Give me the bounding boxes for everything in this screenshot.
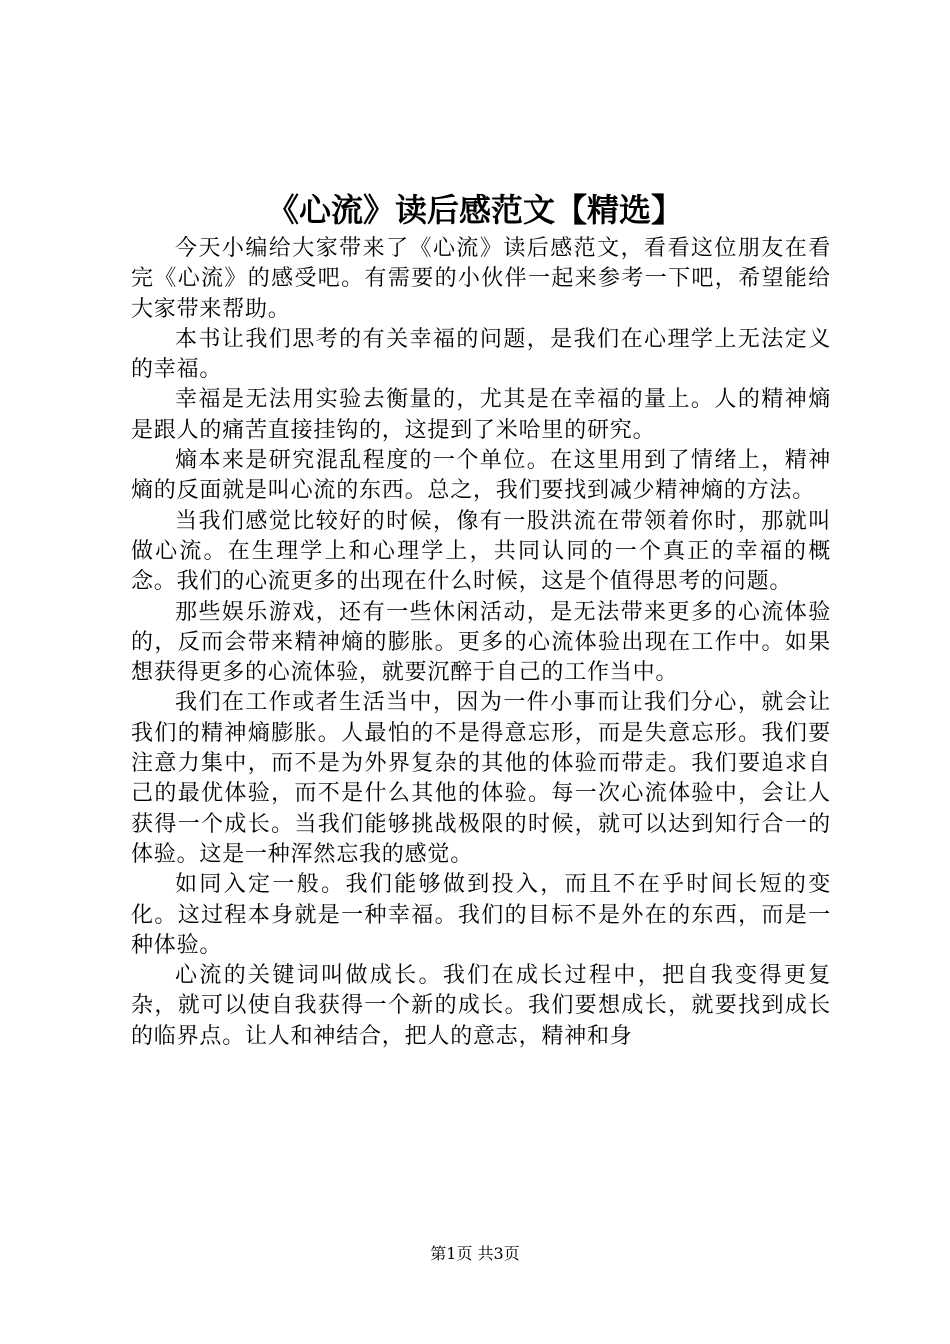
paragraph-7: 我们在工作或者生活当中，因为一件小事而让我们分心，就会让我们的精神熵膨胀。人最怕的不是得意忘形，而是失意忘形。我们要注意力集中，而不是为外界复杂的其他的体验而带走。我们要追求自己的最优体验，而不是什么其他的体验。每一次心流体验中，会让人获得一个成长。当我们能够挑战极限的时候，就可以达到知行合一的体验。这是一种浑然忘我的感觉。 — [131, 690, 831, 867]
paragraph-4: 熵本来是研究混乱程度的一个单位。在这里用到了情绪上，精神熵的反面就是叫心流的东西。总之，我们要找到减少精神熵的方法。 — [131, 448, 831, 504]
page-number-footer: 第1页 共3页 — [430, 1244, 520, 1263]
paragraph-1: 今天小编给大家带来了《心流》读后感范文，看看这位朋友在看完《心流》的感受吧。有需要的小伙伴一起来参考一下吧，希望能给大家带来帮助。 — [131, 236, 831, 322]
paragraph-3: 幸福是无法用实验去衡量的，尤其是在幸福的量上。人的精神熵是跟人的痛苦直接挂钩的，这提到了米哈里的研究。 — [131, 387, 831, 443]
paragraph-5: 当我们感觉比较好的时候，像有一股洪流在带领着你时，那就叫做心流。在生理学上和心理学上，共同认同的一个真正的幸福的概念。我们的心流更多的出现在什么时候，这是个值得思考的问题。 — [131, 508, 831, 595]
paragraph-6: 那些娱乐游戏，还有一些休闲活动，是无法带来更多的心流体验的，反而会带来精神熵的膨胀。更多的心流体验出现在工作中。如果想获得更多的心流体验，就要沉醉于自己的工作当中。 — [131, 599, 831, 686]
paragraph-2: 本书让我们思考的有关幸福的问题，是我们在心理学上无法定义的幸福。 — [131, 326, 831, 383]
document-title: 《心流》读后感范文【精选】 — [266, 191, 683, 229]
document-body — [131, 234, 831, 1052]
paragraph-9: 心流的关键词叫做成长。我们在成长过程中，把自我变得更复杂，就可以使自我获得一个新的成长。我们要想成长，就要找到成长的临界点。让人和神结合，把人的意志，精神和身 — [131, 963, 831, 1049]
paragraph-8: 如同入定一般。我们能够做到投入，而且不在乎时间长短的变化。这过程本身就是一种幸福。我们的目标不是外在的东西，而是一种体验。 — [131, 872, 831, 958]
